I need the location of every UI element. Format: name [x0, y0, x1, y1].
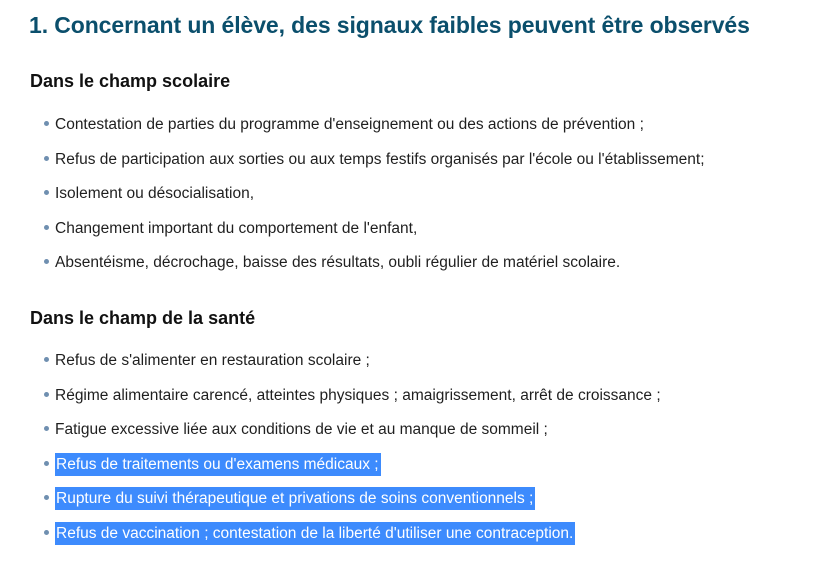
bullet-icon [44, 121, 49, 126]
list-item-text: Changement important du comportement de l'enfant, [55, 219, 418, 237]
list-item [44, 524, 661, 559]
section-title-sante: Dans le champ de la santé [30, 308, 256, 328]
list-item [44, 219, 705, 254]
bullet-icon [44, 392, 49, 397]
bullet-icon [44, 156, 49, 161]
bullet-icon [44, 357, 49, 362]
list-item [44, 253, 705, 288]
bullet-icon [44, 426, 49, 431]
bullet-icon [44, 461, 49, 466]
list-item-text: Régime alimentaire carencé, atteintes physiques ; amaigrissement, arrêt de croissance ; [55, 386, 661, 404]
list-item-text: Absentéisme, décrochage, baisse des résultats, oubli régulier de matériel scolaire. [55, 254, 621, 271]
bullet-icon [44, 190, 49, 195]
bullet-icon [44, 259, 49, 264]
list-scolaire [44, 115, 705, 288]
list-item [44, 386, 661, 421]
section-title-scolaire: Dans le champ scolaire [30, 71, 231, 91]
list-item [44, 420, 661, 455]
list-item-text: Refus de traitements ou d'examens médicaux ; [55, 453, 381, 476]
bullet-icon [44, 225, 49, 230]
list-item-text: Rupture du suivi thérapeutique et privations de soins conventionnels ; [55, 487, 535, 510]
list-item [44, 115, 705, 150]
list-item-text: Fatigue excessive liée aux conditions de vie et au manque de sommeil ; [55, 421, 548, 438]
list-item-text: Refus de s'alimenter en restauration scolaire ; [55, 352, 370, 369]
list-item-text: Refus de participation aux sorties ou aux temps festifs organisés par l'école ou l'établissement; [55, 150, 705, 168]
list-item [44, 351, 661, 386]
bullet-icon [44, 530, 49, 535]
list-item-text: Contestation de parties du programme d'enseignement ou des actions de prévention ; [55, 116, 644, 133]
list-sante [44, 351, 661, 558]
list-item [44, 150, 705, 185]
list-item [44, 455, 661, 490]
list-item-text: Refus de vaccination ; contestation de la liberté d'utiliser une contraception. [55, 522, 575, 545]
page-title: 1. Concernant un élève, des signaux faibles peuvent être observés [29, 12, 750, 38]
list-item [44, 489, 661, 524]
list-item [44, 184, 705, 219]
list-item-text: Isolement ou désocialisation, [55, 185, 255, 202]
bullet-icon [44, 495, 49, 500]
